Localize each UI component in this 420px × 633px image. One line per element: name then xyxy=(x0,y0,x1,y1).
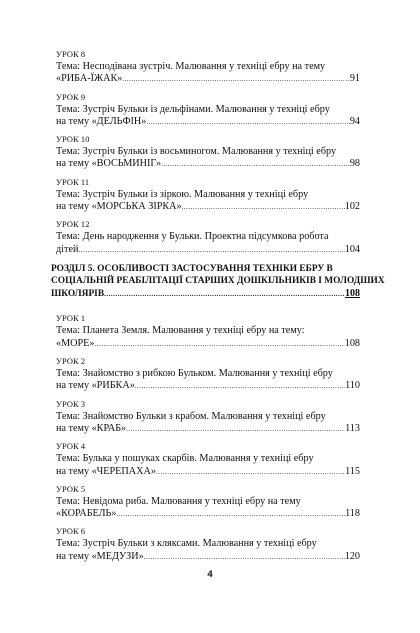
dot-leader xyxy=(117,508,346,520)
lesson-title-line: Тема: Знайомство з рибкою Бульком. Малювання у техніці ебру xyxy=(56,368,333,380)
lesson-heading: УРОК 5 xyxy=(56,484,86,494)
toc-entry xyxy=(56,400,360,436)
lesson-heading: УРОК 10 xyxy=(56,135,90,145)
dot-leader xyxy=(161,158,350,170)
lesson-title-continuation: на тему «ЧЕРЕПАХА» xyxy=(56,465,156,477)
lesson-heading: УРОК 4 xyxy=(56,442,86,452)
lesson-title-line: Тема: Знайомство Бульки з крабом. Малювання у техніці ебру xyxy=(56,410,326,422)
section-title-line: РОЗДІЛ 5. ОСОБЛИВОСТІ ЗАСТОСУВАННЯ ТЕХНІКИ ЕБРУ В xyxy=(51,263,333,274)
lesson-title-line: Тема: Булька у пошуках скарбів. Малювання у техніці ебру xyxy=(56,453,314,465)
dot-leader xyxy=(146,116,349,128)
page-ref: 108 xyxy=(345,287,360,299)
page-number: 4 xyxy=(207,569,213,580)
lesson-heading: УРОК 1 xyxy=(56,314,86,324)
lesson-title-continuation: дітей xyxy=(56,243,79,255)
dot-leader xyxy=(95,338,345,350)
lesson-title-line: Тема: Несподівана зустріч. Малювання у техніці ебру на тему xyxy=(56,61,326,72)
lesson-heading: УРОК 3 xyxy=(56,399,86,409)
lesson-title-continuation: на тему «ДЕЛЬФІН» xyxy=(56,115,147,127)
toc-entry xyxy=(56,135,360,171)
lesson-title-continuation: на тему «ВОСЬМИНІГ» xyxy=(56,158,162,170)
toc-entry xyxy=(56,93,360,129)
lesson-title-line-with-page xyxy=(56,466,360,478)
lesson-title-line-with-page xyxy=(56,116,360,128)
lesson-heading: УРОК 11 xyxy=(56,177,90,187)
dot-leader xyxy=(104,288,345,301)
toc-entry xyxy=(56,220,360,256)
page-ref: 104 xyxy=(344,243,360,255)
lesson-title-line-with-page xyxy=(56,244,360,256)
page-ref: 98 xyxy=(349,158,360,170)
lesson-title-line-with-page xyxy=(56,338,360,350)
toc-entry xyxy=(56,50,360,86)
lesson-title-line: Тема: Зустріч Бульки із зіркою. Малювання у техніці ебру xyxy=(56,188,309,200)
dot-leader xyxy=(78,244,344,256)
dot-leader xyxy=(135,380,345,392)
lesson-heading: УРОК 2 xyxy=(56,357,86,367)
lesson-heading: УРОК 6 xyxy=(56,527,86,537)
lesson-title-line: Тема: День народження у Бульки. Проектна підсумкова робота xyxy=(56,231,329,243)
toc-entry xyxy=(56,314,360,350)
lesson-title-line-with-page xyxy=(56,423,360,435)
section-title-line: СОЦІАЛЬНІЙ РЕАБІЛІТАЦІЇ СТАРШИХ ДОШКІЛЬНИКІВ І МОЛОДШИХ xyxy=(51,276,385,287)
lesson-title-line: Тема: Планета Земля. Малювання у техніці ебру на тему: xyxy=(56,325,305,337)
lesson-title-line: Тема: Зустріч Бульки із дельфінами. Малювання у техніці ебру xyxy=(56,103,330,115)
lesson-title-line-with-page xyxy=(56,508,360,520)
page-ref: 110 xyxy=(345,380,360,392)
lesson-heading: УРОК 9 xyxy=(56,92,86,102)
page-ref: 94 xyxy=(349,115,360,127)
lesson-title-continuation: на тему «МОРСЬКА ЗІРКА» xyxy=(56,201,182,213)
page-ref: 113 xyxy=(345,422,360,434)
page-ref: 118 xyxy=(345,508,360,520)
page-ref: 91 xyxy=(349,73,360,85)
lesson-heading: УРОК 12 xyxy=(56,220,90,230)
lesson-title-line-with-page xyxy=(56,201,360,213)
section-title-line-with-page xyxy=(51,288,360,301)
lesson-title-line: Тема: Зустріч Бульки із восьминогом. Малювання у техніці ебру xyxy=(56,146,337,158)
dot-leader xyxy=(156,466,345,478)
page-ref: 115 xyxy=(345,465,360,477)
section-heading xyxy=(51,263,385,301)
lesson-heading: УРОК 8 xyxy=(56,50,86,59)
lesson-title-continuation: на тему «МЕДУЗИ» xyxy=(56,550,144,562)
lesson-title-line: Тема: Невідома риба. Малювання у техніці ебру на тему xyxy=(56,495,301,507)
dot-leader xyxy=(126,423,345,435)
dot-leader xyxy=(144,551,345,563)
page-ref: 102 xyxy=(344,201,360,213)
lesson-title-continuation: «МОРЕ» xyxy=(56,337,95,349)
page-ref: 108 xyxy=(344,337,360,349)
toc-entry xyxy=(56,357,360,393)
lesson-title-line-with-page xyxy=(56,551,360,563)
lesson-title-line-with-page xyxy=(56,73,360,85)
lesson-title-line-with-page xyxy=(56,380,360,392)
dot-leader xyxy=(182,201,345,213)
lesson-title-continuation: на тему «РИБКА» xyxy=(56,380,135,392)
toc-entry xyxy=(56,442,360,478)
dot-leader xyxy=(122,73,349,85)
lesson-title-continuation: «РИБА-ЇЖАК» xyxy=(56,73,123,85)
lesson-title-line-with-page xyxy=(56,158,360,170)
toc-entry xyxy=(56,178,360,214)
lesson-title-line: Тема: Зустріч Бульки з кляксами. Малювання у техніці ебру xyxy=(56,538,317,550)
lesson-title-continuation: «КОРАБЕЛЬ» xyxy=(56,508,117,520)
table-of-contents xyxy=(51,50,385,570)
toc-entry xyxy=(56,527,360,563)
toc-entry xyxy=(56,485,360,521)
section-title-continuation: ШКОЛЯРІВ xyxy=(51,288,105,299)
lesson-title-continuation: на тему «КРАБ» xyxy=(56,422,127,434)
page-ref: 120 xyxy=(344,550,360,562)
